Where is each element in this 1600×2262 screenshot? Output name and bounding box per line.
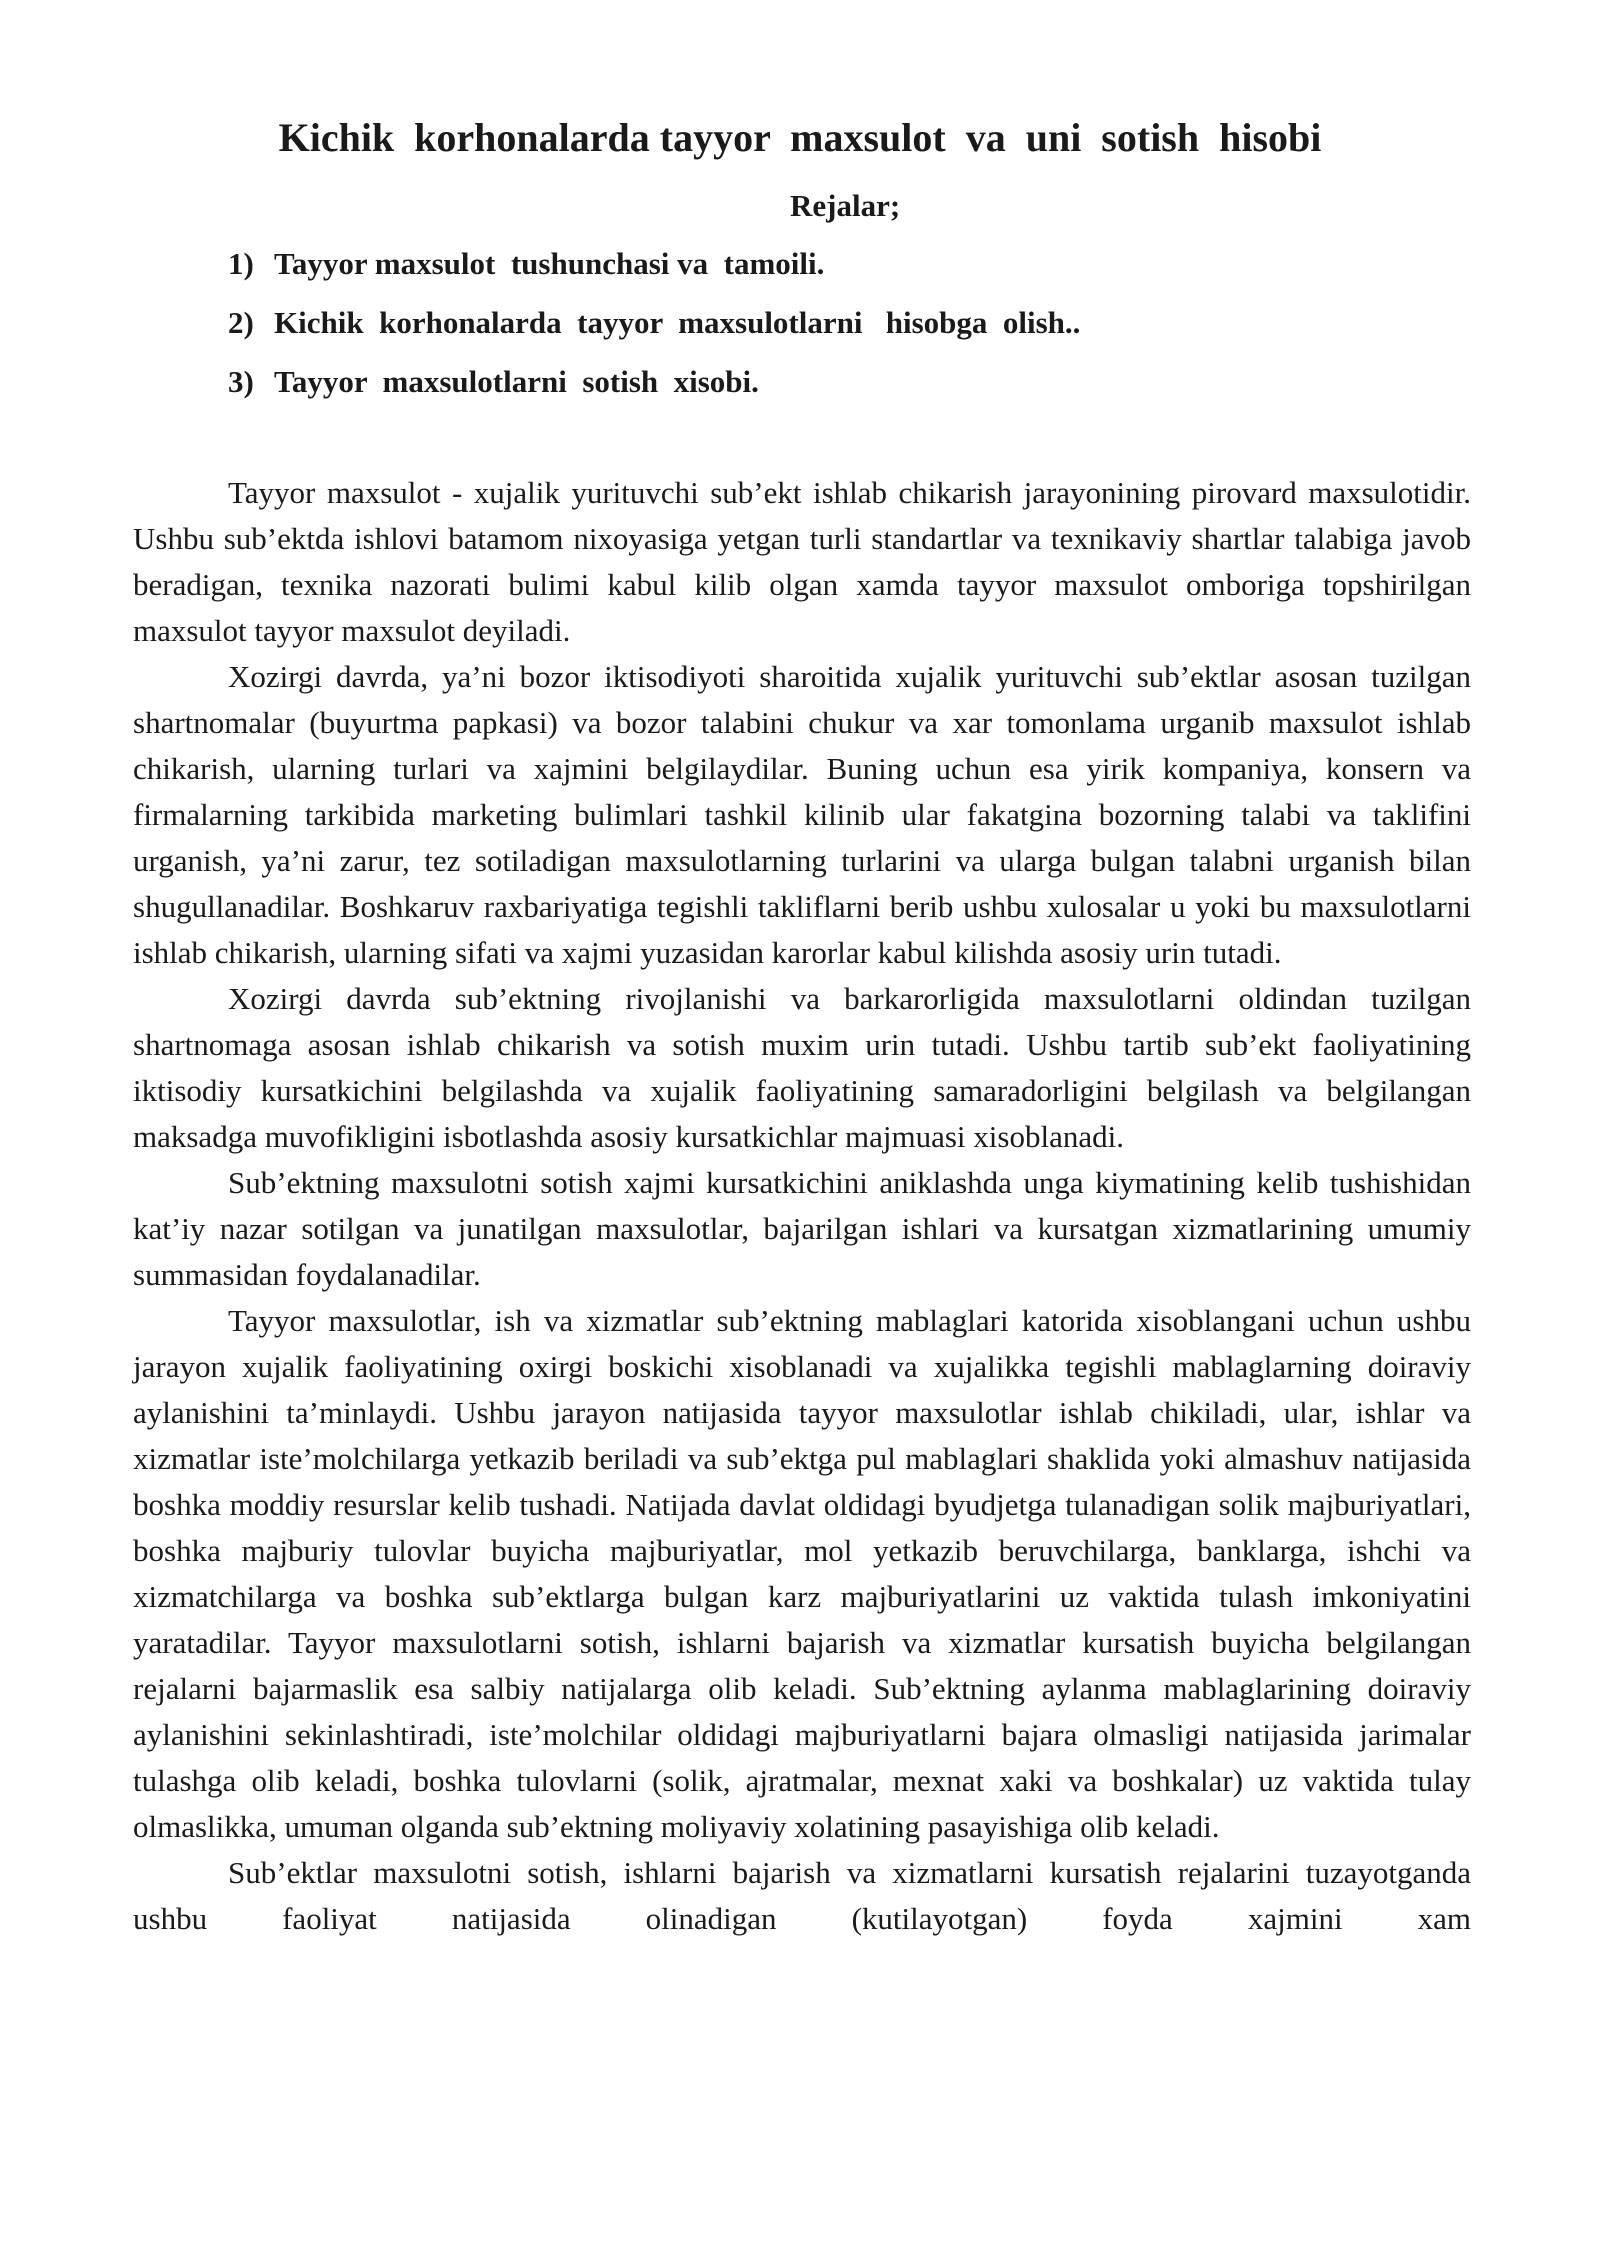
document-title: Kichik korhonalarda tayyor maxsulot va uni sotish hisobi (278, 115, 1322, 160)
plan-item (228, 244, 1080, 303)
plan-item-number: 2) (228, 305, 254, 340)
body-paragraph: Xozirgi davrda, ya’ni bozor iktisodiyoti sharoitida xujalik yurituvchi sub’ektlar asosan tuzilgan shartnomalar (buyurtma papkasi) va bozor talabini chukur va xar tomonlama urganib maxsulot ishlab chikarish, ularning turlari va xajmini belgilaydilar. Buning uchun esa yirik kompaniya, konsern va firmalarning tarkibida marketing bulimlari tashkil kilinib ular fakatgina bozorning talabi va taklifini urganish, ya’ni zarur, tez sotiladigan maxsulotlarning turlarini va ularga bulgan talabni urganish bilan shugullanadilar. Boshkaruv raxbariyatiga tegishli takliflarni berib ushbu xulosalar u yoki bu maxsulotlarni ishlab chikarish, ularning sifati va xajmi yuzasidan karorlar kabul kilishda asosiy urin tutadi. (133, 659, 1471, 970)
document-body (133, 470, 1471, 1942)
body-paragraph: Xozirgi davrda sub’ektning rivojlanishi va barkarorligida maxsulotlarni oldindan tuzilgan shartnomaga asosan ishlab chikarish va sotish muxim urin tutadi. Ushbu tartib sub’ekt faoliyatining iktisodiy kursatkichini belgilashda va xujalik faoliyatining samaradorligini belgilash va belgilangan maksadga muvofikligini isbotlashda asosiy kursatkichlar majmuasi xisoblanadi. (133, 981, 1471, 1154)
body-paragraph: Tayyor maxsulot - xujalik yurituvchi sub’ekt ishlab chikarish jarayonining pirovard maxsulotidir. Ushbu sub’ektda ishlovi batamom nixoyasiga yetgan turli standartlar va texnikaviy shartlar talabiga javob beradigan, texnika nazorati bulimi kabul kilib olgan xamda tayyor maxsulot omboriga topshirilgan maxsulot tayyor maxsulot deyiladi. (133, 475, 1471, 648)
body-paragraph: Sub’ektlar maxsulotni sotish, ishlarni bajarish va xizmatlarni kursatish rejalarini tuzayotganda ushbu faoliyat natijasida olinadigan (kutilayotgan) foyda xajmini xam (133, 1855, 1471, 1936)
plan-item (228, 362, 1080, 421)
plan-item-text: Kichik korhonalarda tayyor maxsulotlarni hisobga olish.. (274, 305, 1081, 340)
plan-item-text: Tayyor maxsulot tushunchasi va tamoili. (274, 246, 825, 281)
plan-item-number: 1) (228, 246, 254, 281)
plan-item-number: 3) (228, 364, 254, 399)
plan-item-text: Tayyor maxsulotlarni sotish xisobi. (274, 364, 759, 399)
body-paragraph: Sub’ektning maxsulotni sotish xajmi kursatkichini aniklashda unga kiymatining kelib tushishidan kat’iy nazar sotilgan va junatilgan maxsulotlar, bajarilgan ishlari va kursatgan xizmatlarining umumiy summasidan foydalanadilar. (133, 1165, 1471, 1292)
body-paragraph: Tayyor maxsulotlar, ish va xizmatlar sub’ektning mablaglari katorida xisoblangani uchun ushbu jarayon xujalik faoliyatining oxirgi boskichi xisoblanadi va xujalikka tegishli mablaglarning doiraviy aylanishini ta’minlaydi. Ushbu jarayon natijasida tayyor maxsulotlar ishlab chikiladi, ular, ishlar va xizmatlar iste’molchilarga yetkazib beriladi va sub’ektga pul mablaglari shaklida yoki almashuv natijasida boshka moddiy resurslar kelib tushadi. Natijada davlat oldidagi byudjetga tulanadigan solik majburiyatlari, boshka majburiy tulovlar buyicha majburiyatlar, mol yetkazib beruvchilarga, banklarga, ishchi va xizmatchilarga va boshka sub’ektlarga bulgan karz majburiyatlarini uz vaktida tulash imkoniyatini yaratadilar. Tayyor maxsulotlarni sotish, ishlarni bajarish va xizmatlar kursatish buyicha belgilangan rejalarni bajarmaslik esa salbiy natijalarga olib keladi. Sub’ektning aylanma mablaglarining doiraviy aylanishini sekinlashtiradi, iste’molchilar oldidagi majburiyatlarni bajara olmasligi natijasida jarimalar tulashga olib keladi, boshka tulovlarni (solik, ajratmalar, mexnat xaki va boshkalar) uz vaktida tulay olmaslikka, umuman olganda sub’ektning moliyaviy xolatining pasayishiga olib keladi. (133, 1303, 1471, 1844)
plan-item (228, 303, 1080, 362)
plan-list (228, 244, 1080, 421)
plan-heading: Rejalar; (790, 188, 901, 223)
